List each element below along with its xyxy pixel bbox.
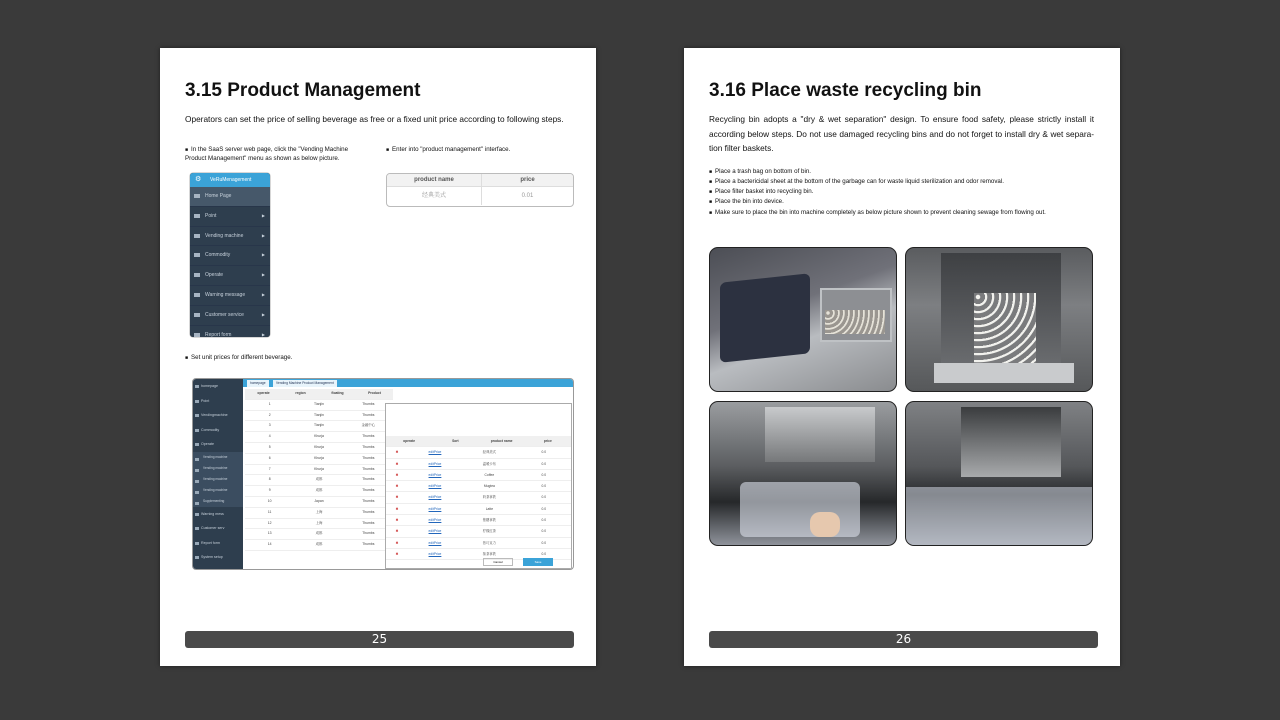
section-intro: Operators can set the price of selling beverage as free or a fixed unit price according to following steps. [185, 114, 564, 124]
column-header: operate [403, 439, 416, 443]
table-cell: 抹茶拿铁 [482, 551, 496, 556]
menu-item-report-form [190, 326, 270, 337]
table-row [245, 529, 393, 540]
photo-bin-into-device [709, 401, 897, 546]
admin-sidebar [193, 379, 243, 569]
section-intro: Recycling bin adopts a "dry & wet separation" design. To ensure food safety, please strictly install it according below steps. Do not use damaged recycling bins and do not forget to install dry & wet separa-tion filter baskets. [709, 114, 1094, 153]
edit-link: editPrice [428, 484, 442, 489]
table-cell: 金融中心 [361, 423, 376, 428]
menu-item-warning-message [190, 286, 270, 306]
bullet-saas-menu: ■ In the SaaS server web page, click the "Vending Machine Product Management" menu as shown as below picture. [185, 146, 363, 163]
table-cell: Tianjin [314, 423, 324, 428]
table-cell: 0.0 [541, 529, 547, 534]
table-cell: Tianjin [314, 401, 324, 406]
step-4: ■ Place the bin into device. [709, 198, 1094, 207]
menu-item-label: Commodity [205, 252, 231, 259]
table-cell: Khurja [314, 466, 324, 471]
edit-link: editPrice [428, 551, 442, 556]
column-header: Product [368, 391, 381, 395]
step-3: ■ Place filter basket into recycling bin. [709, 188, 1094, 197]
table-row [245, 411, 393, 422]
menu-item-label: Customer service [205, 311, 244, 318]
table-row [245, 454, 393, 465]
popup-row [386, 492, 571, 503]
table-cell: Thumbs [362, 455, 375, 460]
menu-header [190, 173, 270, 187]
table-cell: Thumbs [362, 401, 375, 406]
cancel-button: Cancel [483, 558, 513, 566]
delete-icon: ✖ [395, 518, 399, 523]
edit-link: editPrice [428, 495, 442, 500]
admin-sidebar-item: Vending machine [193, 463, 243, 474]
table-row [245, 519, 393, 530]
table-cell: Thumbs [362, 434, 375, 439]
popup-row [386, 470, 571, 481]
table-cell: 奶茶拿铁 [482, 495, 496, 500]
photo-filter-basket-in-bin [905, 247, 1093, 392]
popup-row [386, 515, 571, 526]
admin-tabbar [243, 379, 573, 387]
table-cell: 成都 [315, 542, 323, 547]
menu-item-label: Operate [205, 272, 224, 279]
section-title: 3.16 Place waste recycling bin [709, 80, 982, 101]
table-cell: Thumbs [362, 412, 375, 417]
menu-item-customer-service [190, 306, 270, 326]
table-cell: 0.0 [541, 450, 547, 455]
edit-link: editPrice [428, 529, 442, 534]
table-cell: 成都 [315, 531, 323, 536]
table-cell: 热巧克力 [482, 540, 496, 545]
page-number-bar: 26 [709, 631, 1098, 648]
report-icon [194, 333, 200, 337]
warning-icon [194, 293, 200, 297]
save-button: Save [523, 558, 553, 566]
table-cell: 7 [268, 466, 271, 471]
popup-row [386, 459, 571, 470]
table-cell: 14 [267, 542, 272, 547]
admin-sidebar-item: Vending machine [193, 485, 243, 496]
menu-item-label: Home Page [205, 193, 232, 199]
page-26 [684, 48, 1120, 666]
customer-icon [194, 313, 200, 317]
table-row [245, 465, 393, 476]
bullet-set-prices: ■ Set unit prices for different beverage. [185, 354, 565, 363]
admin-sidebar-item: Warning mess [193, 507, 243, 522]
table-cell: 上海 [315, 509, 323, 514]
operate-icon [194, 273, 200, 277]
table-row [245, 540, 393, 551]
table-cell: 经典美式 [482, 450, 496, 455]
admin-screenshot [192, 378, 574, 570]
menu-item-vending-machine [190, 227, 270, 247]
edit-link: editPrice [428, 450, 442, 455]
delete-icon: ✖ [395, 461, 399, 466]
table-cell: Thumbs [362, 542, 375, 547]
table-row [245, 497, 393, 508]
table-cell: 1 [268, 401, 271, 406]
column-header: product name [387, 174, 482, 186]
caret-right-icon: ▶ [261, 232, 265, 238]
tab-homepage: homepage [247, 380, 269, 387]
admin-sidebar-item: Vending machine [193, 474, 243, 485]
menu-item-label: Warning message [205, 291, 246, 298]
menu-item-commodity [190, 246, 270, 266]
table-cell: Mugtea [483, 484, 495, 489]
popup-row [386, 481, 571, 492]
table-cell: Thumbs [362, 498, 375, 503]
delete-icon: ✖ [395, 551, 399, 556]
table-cell: Thumbs [362, 466, 375, 471]
popup-row [386, 538, 571, 549]
popup-row [386, 526, 571, 537]
product-name-cell: 经典美式 [387, 187, 482, 205]
menu-item-point [190, 207, 270, 227]
admin-sidebar-item: Operate [193, 437, 243, 452]
popup-table [386, 436, 571, 560]
table-cell: 成都 [315, 477, 323, 482]
delete-icon: ✖ [395, 529, 399, 534]
table-cell: 上海 [315, 520, 323, 525]
gear-icon: ⚙ [195, 176, 202, 183]
table-cell: Thumbs [362, 520, 375, 525]
admin-sidebar-item: Supplementing [193, 496, 243, 507]
product-price-table [386, 173, 574, 207]
table-cell: 6 [268, 455, 271, 460]
delete-icon: ✖ [395, 472, 399, 477]
table-cell: 8 [268, 477, 271, 482]
delete-icon: ✖ [395, 450, 399, 455]
column-header: price [520, 177, 535, 183]
column-header: floating [331, 391, 344, 395]
column-header: price [543, 439, 552, 443]
caret-right-icon: ▶ [261, 212, 265, 218]
table-cell: 0.0 [541, 506, 547, 511]
edit-link: editPrice [428, 506, 442, 511]
table-cell: 柠檬红茶 [482, 529, 496, 534]
admin-sidebar-item: Point [193, 394, 243, 409]
table-cell: 13 [267, 531, 272, 536]
column-header: operate [257, 391, 270, 395]
popup-table-header [386, 436, 571, 447]
table-cell: 3 [268, 423, 271, 428]
bullet-enter-interface: ■ Enter into "product management" interface. [386, 146, 572, 155]
menu-item-operate [190, 266, 270, 286]
table-row [245, 432, 393, 443]
table-cell: 5 [268, 444, 271, 449]
table-cell: 10 [267, 498, 272, 503]
table-row [245, 443, 393, 454]
point-icon [194, 214, 200, 218]
menu-item-label: Point [205, 212, 217, 219]
table-cell: 0.0 [541, 551, 547, 556]
admin-sidebar-item: Commodity [193, 423, 243, 438]
step-2: ■ Place a bactericidal sheet at the bottom of the garbage can for waste liquid sterilization and odor removal. [709, 178, 1094, 187]
delete-icon: ✖ [395, 506, 399, 511]
edit-link: editPrice [428, 518, 442, 523]
caret-right-icon: ▶ [261, 272, 265, 278]
table-cell: 0.0 [541, 461, 547, 466]
admin-table-header [245, 389, 393, 400]
delete-icon: ✖ [395, 540, 399, 545]
delete-icon: ✖ [395, 484, 399, 489]
commodity-icon [194, 253, 200, 257]
table-row [245, 486, 393, 497]
caret-right-icon: ▶ [261, 252, 265, 258]
section-title: 3.15 Product Management [185, 80, 421, 101]
edit-link: editPrice [428, 461, 442, 466]
menu-screenshot [190, 173, 270, 337]
machine-icon [194, 234, 200, 238]
column-header: Sort [452, 439, 459, 443]
table-cell: 0.0 [541, 540, 547, 545]
admin-table [245, 389, 393, 565]
table-cell: 0.0 [541, 484, 547, 489]
table-row [245, 400, 393, 411]
admin-sidebar-item: Customer serv [193, 521, 243, 536]
table-cell: 0.0 [541, 472, 547, 477]
table-row [245, 421, 393, 432]
table-cell: Thumbs [362, 509, 375, 514]
table-row [245, 508, 393, 519]
delete-icon: ✖ [395, 495, 399, 500]
table-cell: Tianjin [314, 412, 324, 417]
menu-item-label: Report form [205, 331, 232, 337]
step-5: ■ Make sure to place the bin into machine completely as below picture shown to prevent cleaning sewage from flowing out. [709, 209, 1094, 218]
page-number-bar: 25 [185, 631, 574, 648]
table-cell: 温暖卡布 [482, 461, 496, 466]
table-cell: Latte [485, 506, 494, 511]
monitor-icon [194, 194, 200, 198]
popup-row [386, 504, 571, 515]
table-header-row [387, 174, 573, 187]
tab-product-management: Vending Machine Product Management [273, 380, 337, 387]
column-header: region [295, 391, 306, 395]
menu-header-label: VeRuMenagement [210, 177, 252, 183]
admin-sidebar-item: Vending machine [193, 452, 243, 463]
price-editor-popup [385, 403, 572, 569]
menu-item-label: Vending machine [205, 232, 244, 239]
table-cell: Japan [314, 498, 324, 503]
table-cell: 11 [267, 509, 272, 514]
caret-right-icon: ▶ [261, 291, 265, 297]
table-cell: Khurja [314, 434, 324, 439]
table-cell: Thumbs [362, 531, 375, 536]
admin-sidebar-item: Vendingmachine [193, 408, 243, 423]
admin-sidebar-item: System setup [193, 550, 243, 565]
admin-sidebar-item: homepage [193, 379, 243, 394]
table-cell: 焦糖拿铁 [482, 518, 496, 523]
admin-sidebar-item: Report form [193, 536, 243, 551]
photo-trash-bag-in-bin [709, 247, 897, 392]
table-cell: 4 [268, 434, 271, 439]
table-cell: Thumbs [362, 488, 375, 493]
photo-bin-fully-inserted [905, 401, 1093, 546]
table-cell: 0.0 [541, 495, 547, 500]
table-cell: 9 [268, 488, 271, 493]
table-cell: 2 [268, 412, 271, 417]
table-cell: Khurja [314, 444, 324, 449]
table-cell: Thumbs [362, 444, 375, 449]
table-cell: Thumbs [362, 477, 375, 482]
menu-item-home-page [190, 187, 270, 207]
table-cell: 12 [267, 520, 272, 525]
table-row [387, 187, 573, 205]
edit-link: editPrice [428, 540, 442, 545]
caret-right-icon: ▶ [261, 311, 265, 317]
caret-right-icon: ▶ [261, 331, 265, 337]
popup-buttons [483, 558, 553, 566]
step-1: ■ Place a trash bag on bottom of bin. [709, 168, 1094, 177]
edit-link: editPrice [428, 472, 442, 477]
page-25 [160, 48, 596, 666]
table-row [245, 475, 393, 486]
table-cell: 0.0 [541, 518, 547, 523]
popup-row [386, 447, 571, 458]
table-cell: 成都 [315, 488, 323, 493]
price-cell: 0.01 [521, 193, 534, 199]
column-header: product name [490, 439, 513, 443]
table-cell: Khurja [314, 455, 324, 460]
table-cell: Coffee [484, 472, 495, 477]
